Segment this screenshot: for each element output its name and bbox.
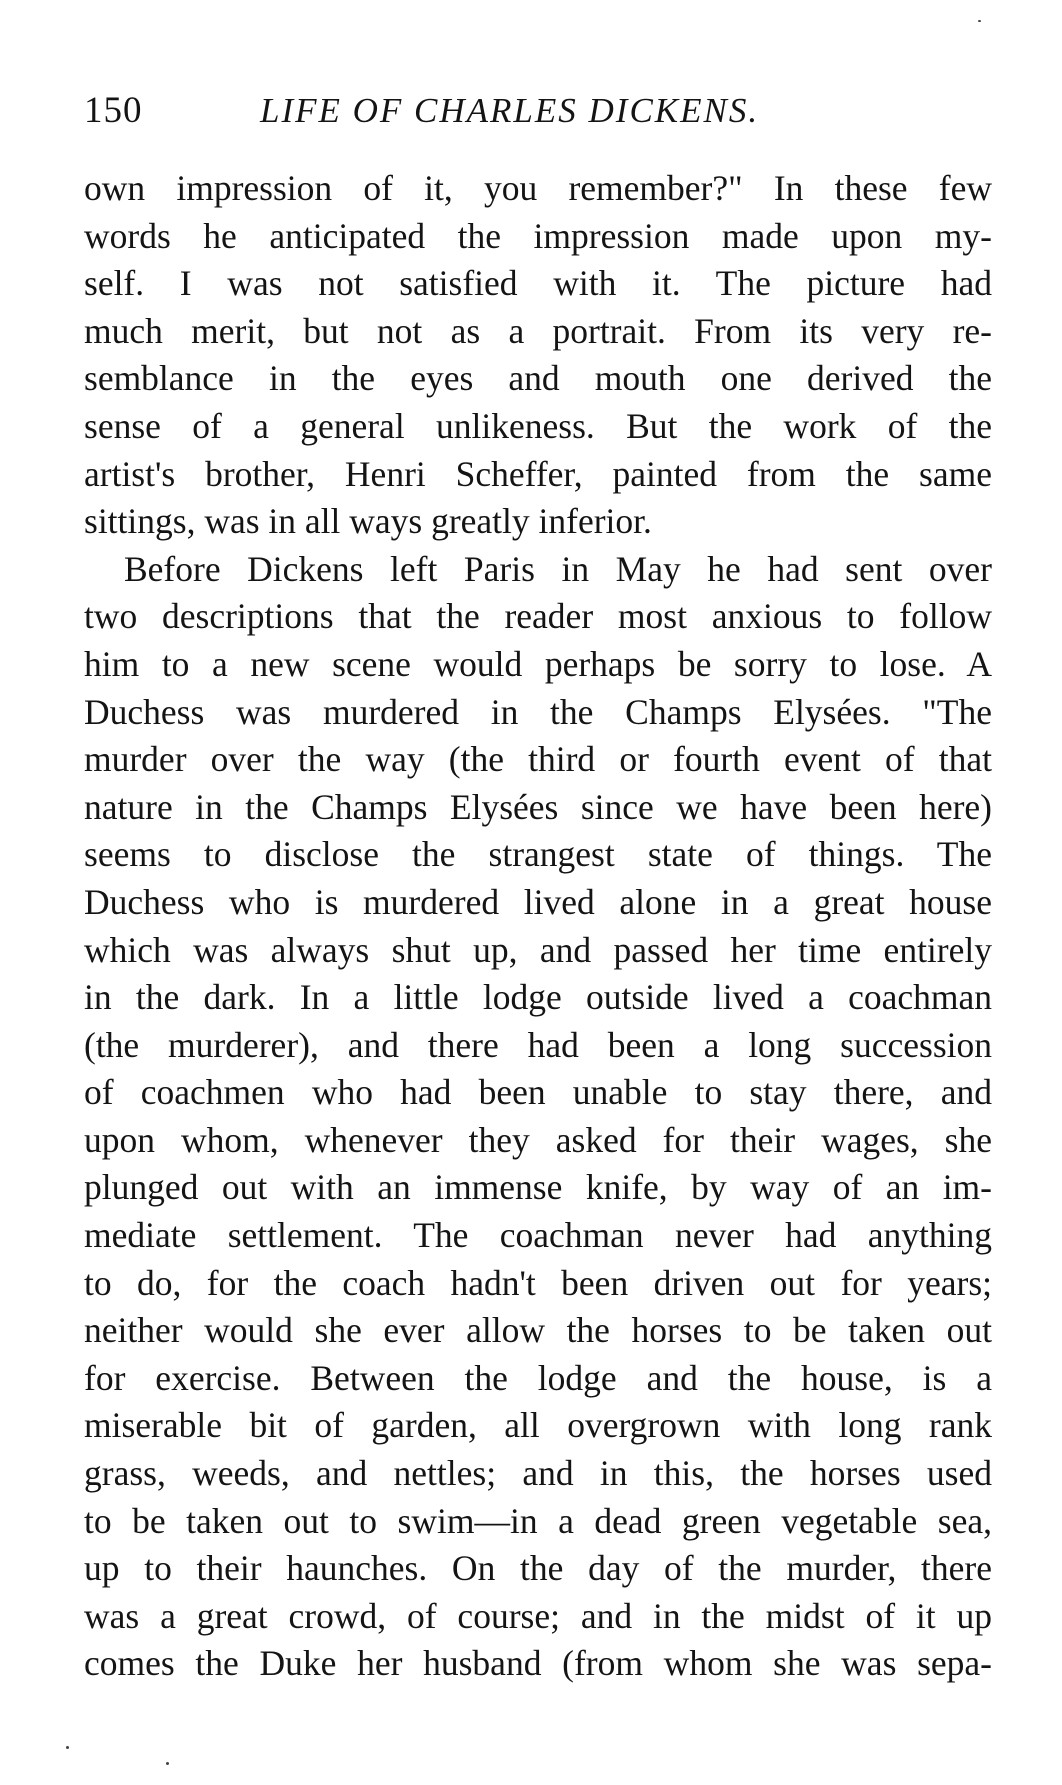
text-line: (the murderer), and there had been a long succession xyxy=(84,1024,992,1065)
text-line: Duchess was murdered in the Champs Elysées. "The xyxy=(84,691,992,732)
text-line: him to a new scene would perhaps be sorry to lose. A xyxy=(84,643,992,684)
text-line: own impression of it, you remember?" In these few xyxy=(84,168,992,208)
text-line: up to their haunches. On the day of the murder, there xyxy=(84,1548,992,1589)
scan-speck xyxy=(978,20,981,22)
running-title: LIFE OF CHARLES DICKENS. xyxy=(260,91,760,130)
scan-speck xyxy=(66,1746,69,1749)
text-line: words he anticipated the impression made upon my- xyxy=(84,215,992,256)
text-line: plunged out with an immense knife, by way of an im- xyxy=(84,1167,992,1208)
text-line: of coachmen who had been unable to stay there, and xyxy=(84,1072,992,1113)
text-line: which was always shut up, and passed her time entirely xyxy=(84,929,992,970)
text-line: much merit, but not as a portrait. From its very re- xyxy=(84,310,992,351)
text-line: in the dark. In a little lodge outside lived a coachman xyxy=(84,977,992,1018)
text-line: miserable bit of garden, all overgrown with long rank xyxy=(84,1405,992,1446)
text-line: mediate settlement. The coachman never had anything xyxy=(84,1215,992,1256)
text-line: to be taken out to swim—in a dead green vegetable sea, xyxy=(84,1500,992,1541)
scan-speck xyxy=(166,1762,169,1765)
text-line: Before Dickens left Paris in May he had sent over xyxy=(124,548,992,589)
text-line: for exercise. Between the lodge and the house, is a xyxy=(84,1357,992,1398)
paragraph-2 xyxy=(84,546,992,1688)
text-line: sense of a general unlikeness. But the work of the xyxy=(84,405,992,446)
text-line: seems to disclose the strangest state of things. The xyxy=(84,834,992,875)
text-line: artist's brother, Henri Scheffer, painted from the same xyxy=(84,453,992,494)
text-line: sittings, was in all ways greatly inferior. xyxy=(84,501,652,542)
text-line: semblance in the eyes and mouth one derived the xyxy=(84,358,992,399)
body-text xyxy=(84,165,992,1688)
running-head xyxy=(84,86,984,136)
text-line: upon whom, whenever they asked for their wages, she xyxy=(84,1119,992,1160)
text-line: grass, weeds, and nettles; and in this, the horses used xyxy=(84,1453,992,1494)
text-line: to do, for the coach hadn't been driven out for years; xyxy=(84,1262,992,1303)
text-line: neither would she ever allow the horses to be taken out xyxy=(84,1310,992,1351)
text-line: comes the Duke her husband (from whom she was sepa- xyxy=(84,1643,992,1684)
text-line: nature in the Champs Elysées since we have been here) xyxy=(84,786,992,827)
text-line: was a great crowd, of course; and in the midst of it up xyxy=(84,1595,992,1636)
text-line: Duchess who is murdered lived alone in a great house xyxy=(84,881,992,922)
paragraph-1 xyxy=(84,165,992,546)
text-line: two descriptions that the reader most anxious to follow xyxy=(84,596,992,637)
text-line: murder over the way (the third or fourth event of that xyxy=(84,739,992,780)
text-line: self. I was not satisfied with it. The picture had xyxy=(84,263,992,304)
page-number: 150 xyxy=(84,90,143,131)
